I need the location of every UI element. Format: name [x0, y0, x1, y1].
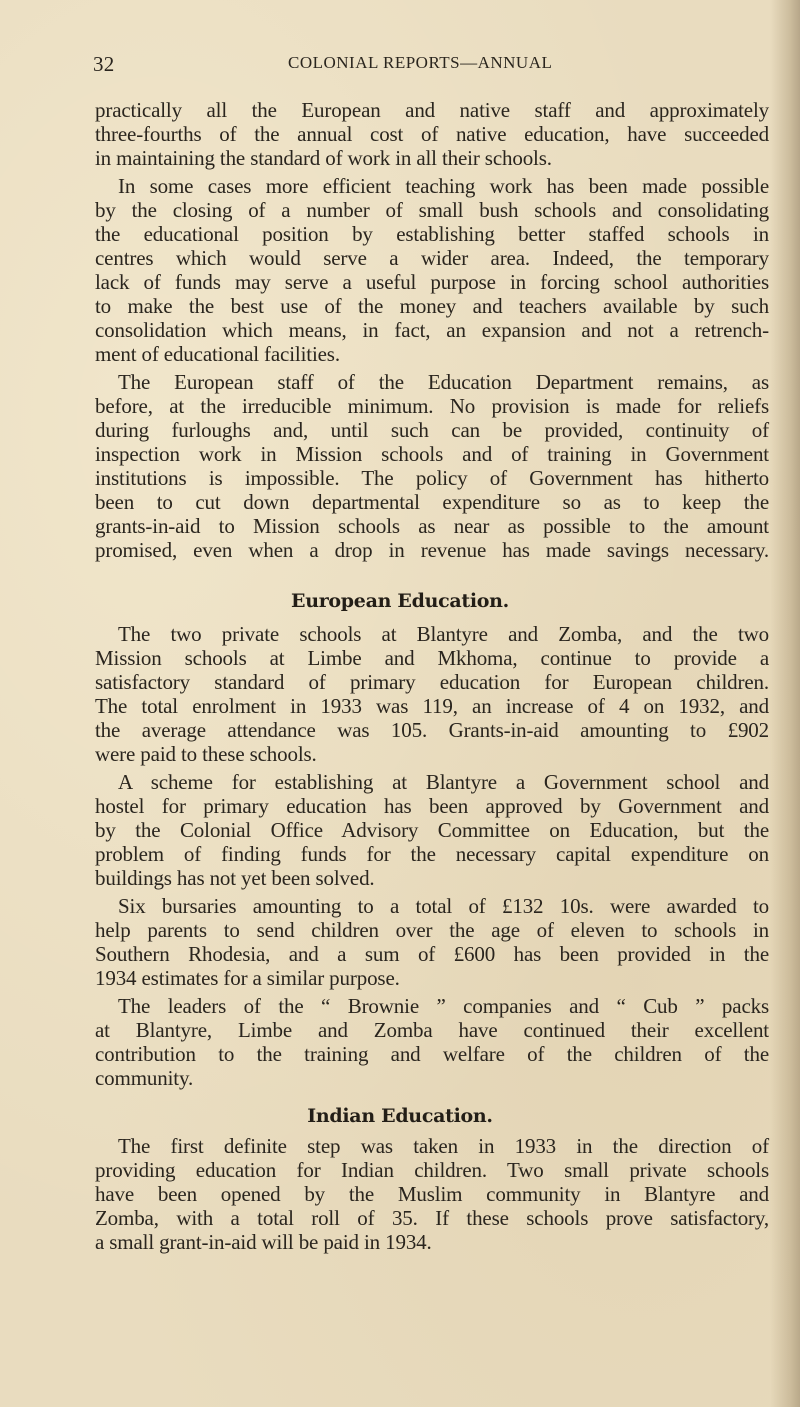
text-line: The European staff of the Education Department remains, as: [118, 370, 769, 394]
text-line: to make the best use of the money and teachers available by such: [95, 294, 769, 318]
text-line: 1934 estimates for a similar purpose.: [95, 966, 400, 990]
text-line: The total enrolment in 1933 was 119, an increase of 4 on 1932, and: [95, 694, 769, 718]
text-line: The first definite step was taken in 1933 in the direction of: [118, 1134, 769, 1158]
text-line: institutions is impossible. The policy of Government has hitherto: [95, 466, 769, 490]
text-line: by the Colonial Office Advisory Committee on Education, but the: [95, 818, 769, 842]
text-line: by the closing of a number of small bush schools and consolidating: [95, 198, 769, 222]
text-line: Six bursaries amounting to a total of £132 10s. were awarded to: [118, 894, 769, 918]
text-line: problem of finding funds for the necessary capital expenditure on: [95, 842, 769, 866]
text-line: the average attendance was 105. Grants-in-aid amounting to £902: [95, 718, 769, 742]
text-line: help parents to send children over the age of eleven to schools in: [95, 918, 769, 942]
text-line: A scheme for establishing at Blantyre a Government school and: [118, 770, 769, 794]
text-line: practically all the European and native staff and approximately: [95, 98, 769, 122]
text-line: consolidation which means, in fact, an expansion and not a retrench-: [95, 318, 769, 342]
text-line: were paid to these schools.: [95, 742, 317, 766]
page-number: 32: [93, 52, 115, 76]
text-line: grants-in-aid to Mission schools as near as possible to the amount: [95, 514, 769, 538]
text-line: satisfactory standard of primary education for European children.: [95, 670, 769, 694]
text-line: community.: [95, 1066, 194, 1090]
text-line: The two private schools at Blantyre and Zomba, and the two: [118, 622, 769, 646]
text-line: Mission schools at Limbe and Mkhoma, continue to provide a: [95, 646, 769, 670]
text-line: centres which would serve a wider area. Indeed, the temporary: [95, 246, 769, 270]
text-line: three-fourths of the annual cost of native education, have succeeded: [95, 122, 769, 146]
text-line: Zomba, with a total roll of 35. If these schools prove satisfactory,: [95, 1206, 769, 1230]
page-header: [93, 52, 768, 82]
text-line: before, at the irreducible minimum. No provision is made for reliefs: [95, 394, 769, 418]
text-line: ment of educational facilities.: [95, 342, 340, 366]
text-line: in maintaining the standard of work in all their schools.: [95, 146, 552, 170]
text-line: at Blantyre, Limbe and Zomba have continued their excellent: [95, 1018, 769, 1042]
text-line: been to cut down departmental expenditure so as to keep the: [95, 490, 769, 514]
text-line: promised, even when a drop in revenue has made savings necessary.: [95, 538, 769, 562]
text-line: a small grant-in-aid will be paid in 1934.: [95, 1230, 432, 1254]
text-line: hostel for primary education has been approved by Government and: [95, 794, 769, 818]
text-line: buildings has not yet been solved.: [95, 866, 375, 890]
text-line: the educational position by establishing better staffed schools in: [95, 222, 769, 246]
section-heading-indian-education: Indian Education.: [307, 1105, 493, 1127]
text-line: have been opened by the Muslim community in Blantyre and: [95, 1182, 769, 1206]
text-line: lack of funds may serve a useful purpose in forcing school authorities: [95, 270, 769, 294]
text-line: inspection work in Mission schools and of training in Government: [95, 442, 769, 466]
section-heading-european-education: European Education.: [291, 590, 509, 612]
text-line: Southern Rhodesia, and a sum of £600 has been provided in the: [95, 942, 769, 966]
text-line: providing education for Indian children. Two small private schools: [95, 1158, 769, 1182]
text-line: during furloughs and, until such can be provided, continuity of: [95, 418, 769, 442]
text-line: The leaders of the “ Brownie ” companies and “ Cub ” packs: [118, 994, 769, 1018]
text-line: In some cases more efficient teaching work has been made possible: [118, 174, 769, 198]
running-head: COLONIAL REPORTS—ANNUAL: [288, 53, 553, 72]
text-line: contribution to the training and welfare of the children of the: [95, 1042, 769, 1066]
